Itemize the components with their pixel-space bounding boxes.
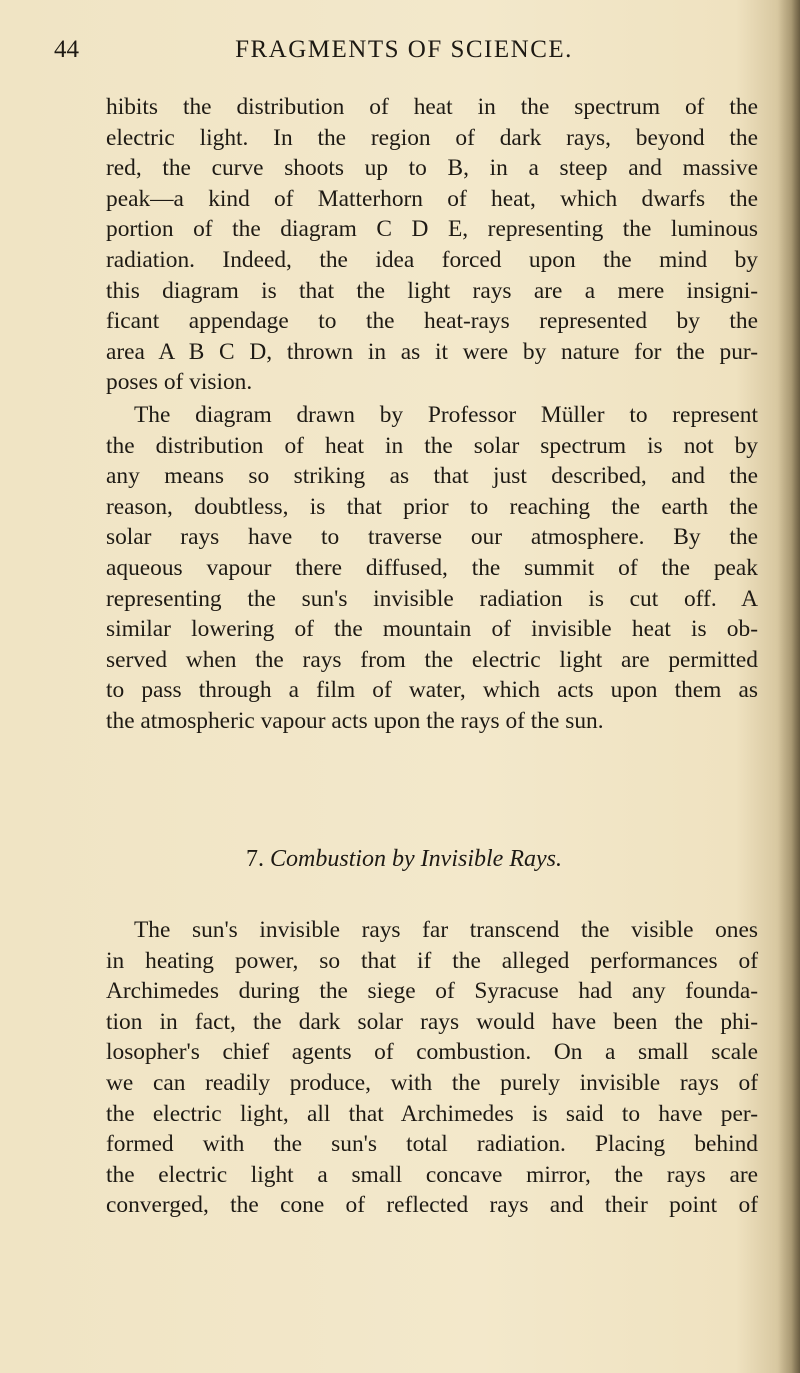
section-heading: [54, 846, 754, 873]
text-line: the distribution of heat in the solar spectrum is not by: [106, 432, 758, 459]
text-line: ficant appendage to the heat-rays represented by the: [106, 308, 758, 335]
text-line: this diagram is that the light rays are a mere insigni-: [106, 277, 758, 304]
text-line: the electric light a small concave mirror, the rays are: [106, 1161, 758, 1188]
text-line: to pass through a film of water, which acts upon them as: [106, 677, 758, 704]
text-line: The diagram drawn by Professor Müller to represent: [134, 402, 758, 428]
text-line: hibits the distribution of heat in the spectrum of the: [106, 94, 758, 120]
page-edge-shadow: [778, 0, 800, 1373]
text-line: radiation. Indeed, the idea forced upon the mind by: [106, 246, 758, 273]
running-title: FRAGMENTS OF SCIENCE.: [235, 36, 573, 63]
text-line: area A B C D, thrown in as it were by nature for the pur-: [106, 338, 758, 365]
text-line: the atmospheric vapour acts upon the rays of the sun.: [106, 707, 604, 734]
text-line: electric light. In the region of dark rays, beyond the: [106, 124, 758, 151]
paragraph-1: [106, 92, 758, 398]
text-line: representing the sun's invisible radiation is cut off. A: [106, 585, 758, 612]
text-line: any means so striking as that just described, and the: [106, 463, 758, 490]
text-line: aqueous vapour there diffused, the summit of the peak: [106, 554, 758, 581]
text-line: reason, doubtless, is that prior to reaching the earth the: [106, 493, 758, 520]
text-line: solar rays have to traverse our atmosphere. By the: [106, 524, 758, 551]
text-line: served when the rays from the electric light are permitted: [106, 646, 758, 673]
text-line: tion in fact, the dark solar rays would have been the phi-: [106, 1008, 758, 1035]
text-line: peak—a kind of Matterhorn of heat, which dwarfs the: [106, 185, 758, 212]
text-line: formed with the sun's total radiation. Placing behind: [106, 1131, 758, 1158]
text-line: losopher's chief agents of combustion. On a small scale: [106, 1039, 758, 1066]
text-line: in heating power, so that if the alleged performances of: [106, 947, 758, 974]
section-title: Combustion by Invisible Rays.: [270, 846, 562, 872]
text-line: poses of vision.: [106, 369, 253, 396]
text-line: The sun's invisible rays far transcend the visible ones: [134, 917, 758, 943]
text-line: red, the curve shoots up to B, in a steep and massive: [106, 155, 758, 182]
paragraph-3: [106, 915, 758, 1221]
section-number: 7.: [246, 846, 265, 872]
text-line: similar lowering of the mountain of invisible heat is ob-: [106, 616, 758, 643]
paragraph-2: [106, 400, 758, 737]
text-line: portion of the diagram C D E, representing the luminous: [106, 216, 758, 243]
text-line: Archimedes during the siege of Syracuse had any founda-: [106, 978, 758, 1005]
text-line: converged, the cone of reflected rays and their point of: [106, 1192, 758, 1219]
text-line: we can readily produce, with the purely invisible rays of: [106, 1069, 758, 1096]
text-line: the electric light, all that Archimedes is said to have per-: [106, 1100, 758, 1127]
page-header: [54, 36, 754, 76]
page-number: 44: [54, 36, 79, 63]
